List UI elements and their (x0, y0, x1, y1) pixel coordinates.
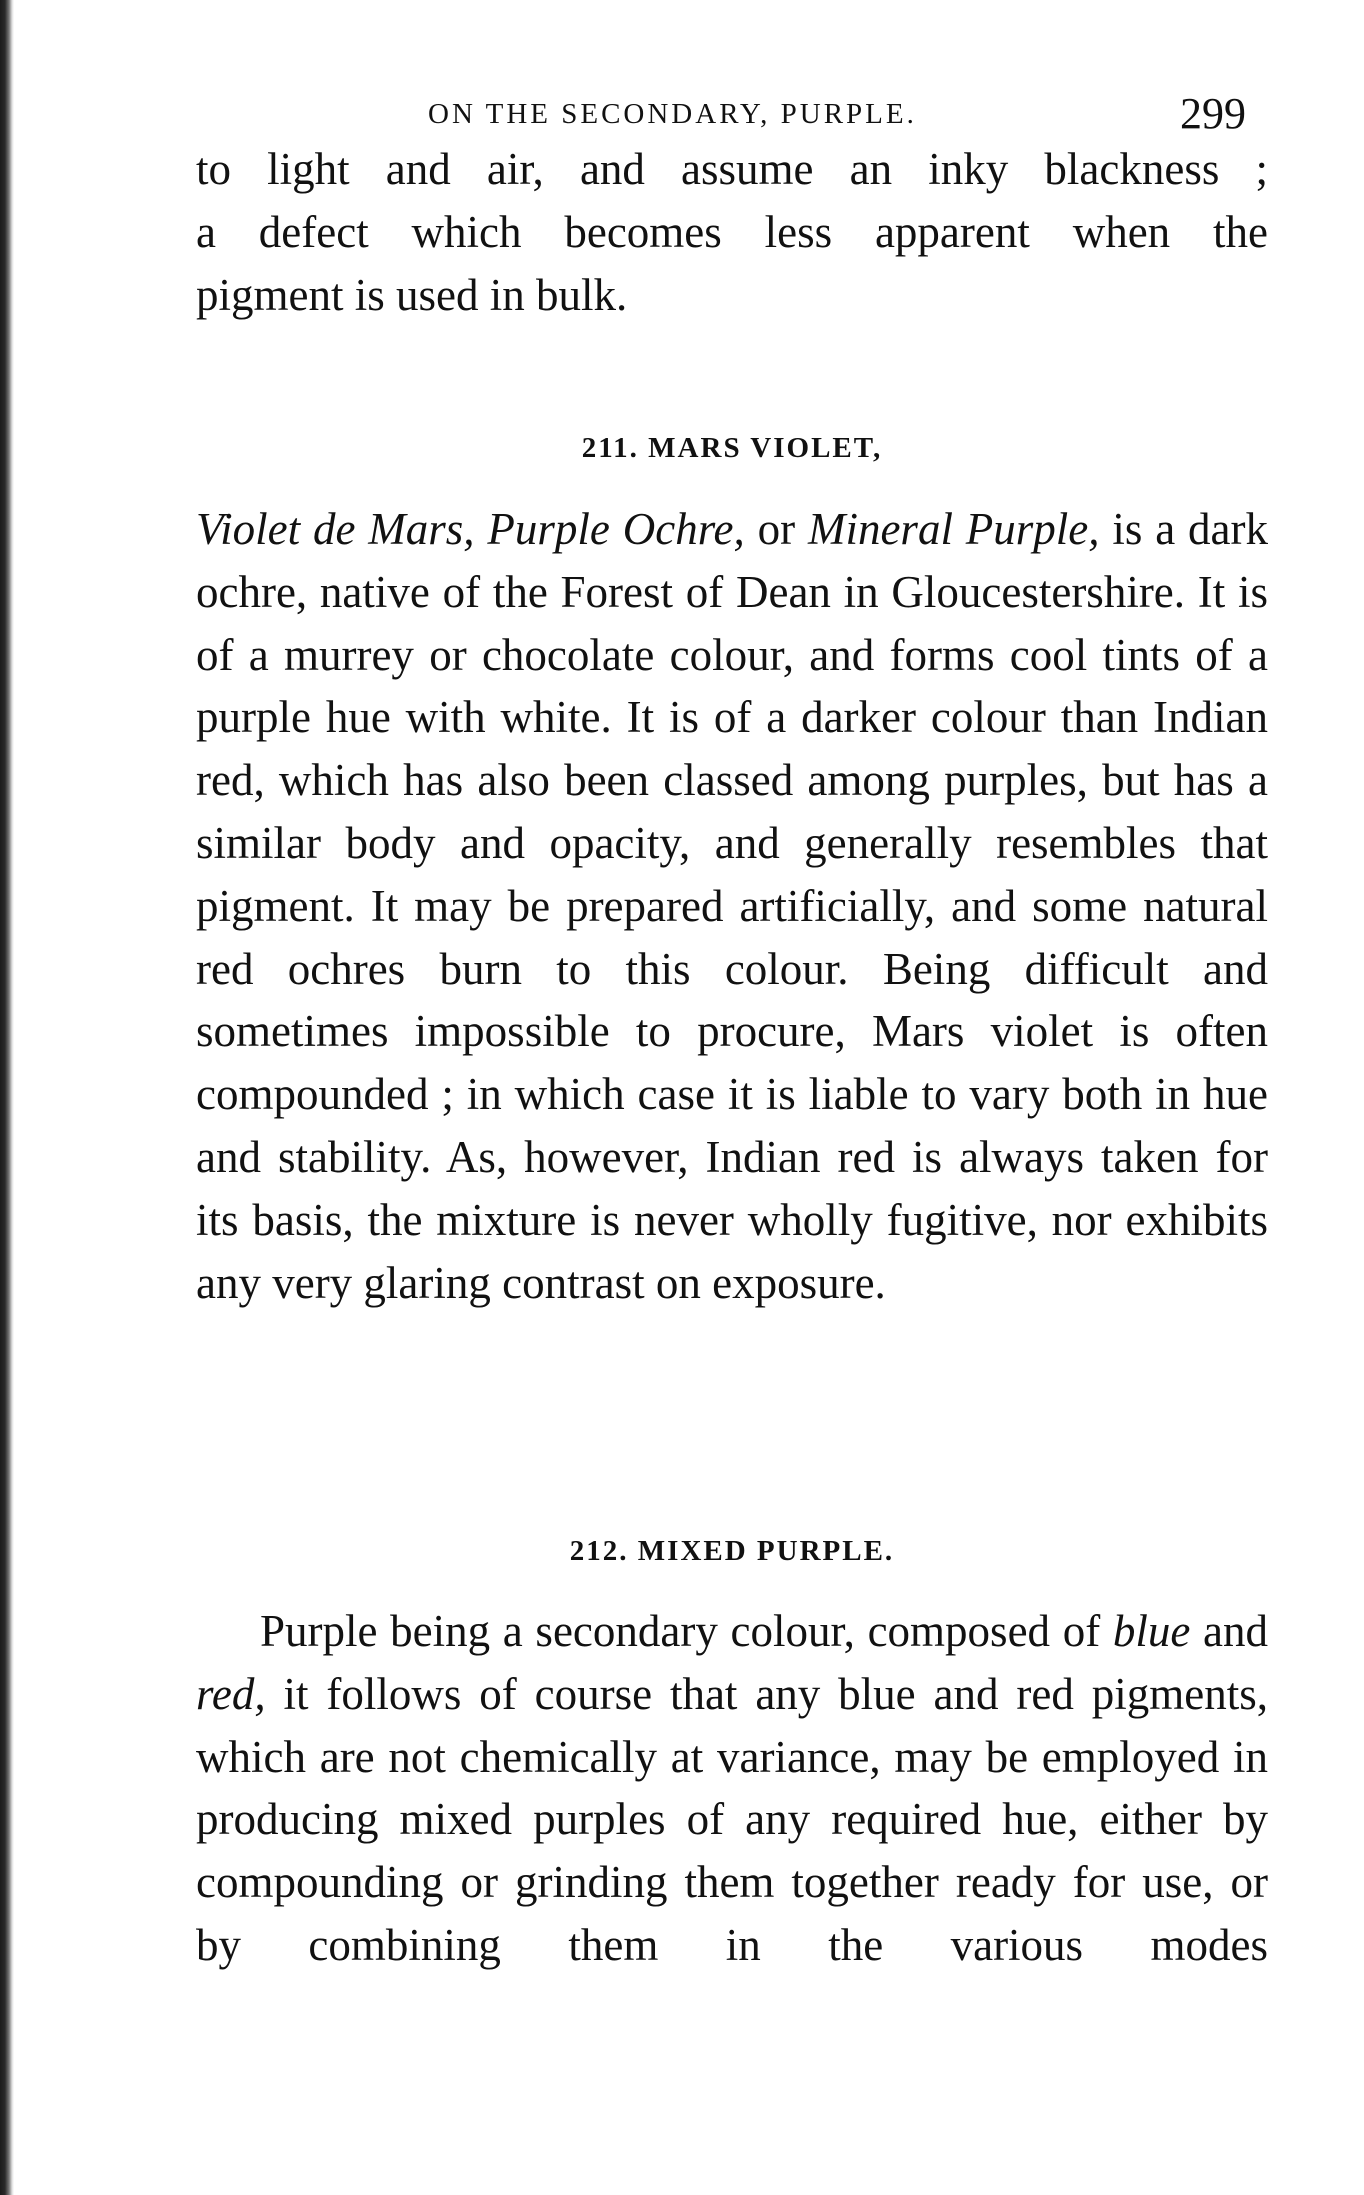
and-word: and (1190, 1606, 1268, 1656)
page-binding-edge (0, 0, 14, 2195)
continuation-paragraph (196, 138, 1268, 326)
continuation-line-2: a defect which becomes less apparent when the (196, 206, 1268, 257)
section-212-body: it follows of course that any blue and red pigments, which are not chemically at variance, may be employed in producing mixed purples of any required hue, either by compounding or grinding them together ready for use, or by combining them in the various modes (196, 1668, 1268, 1970)
continuation-line-1: to light and air, and assume an inky blackness ; (196, 144, 1268, 194)
section-heading-211: 211. MARS VIOLET, (581, 432, 883, 464)
page-number: 299 (1180, 89, 1246, 138)
italic-mineral-purple: Mineral Purple, (807, 504, 1100, 554)
section-211-body: is a dark ochre, native of the Forest of Dean in Gloucestershire. It is of a murrey or chocolate colour, and forms cool tints of a purple hue with white. It is of a darker colour than Indian red, which has also been classed among purples, but has a similar body and opacity, and generally resembles that pigment. It may be prepared artificially, and some natural red ochres burn to this colour. Being difficult and sometimes impossible to procure, Mars violet is often compounded ; in which case it is liable to vary both in hue and stability. As, however, Indian red is always taken for its basis, the mixture is never wholly fugitive, nor exhibits any very glaring contrast on exposure. (196, 504, 1269, 1308)
section-heading-212: 212. MIXED PURPLE. (569, 1535, 895, 1567)
continuation-line-3: pigment is used in bulk. (196, 269, 628, 320)
italic-red: red, (196, 1668, 266, 1719)
italic-purple-ochre: Purple Ochre, (487, 504, 745, 554)
section-211-paragraph (196, 498, 1268, 1314)
running-head: ON THE SECONDARY, PURPLE. (428, 98, 917, 130)
connector-or: or (744, 504, 808, 554)
section-212-paragraph (196, 1600, 1268, 1977)
italic-violet-de-mars: Violet de Mars, (196, 504, 475, 554)
italic-blue: blue (1112, 1606, 1191, 1656)
section-212-lead: Purple being a secondary colour, composed of (260, 1606, 1101, 1656)
